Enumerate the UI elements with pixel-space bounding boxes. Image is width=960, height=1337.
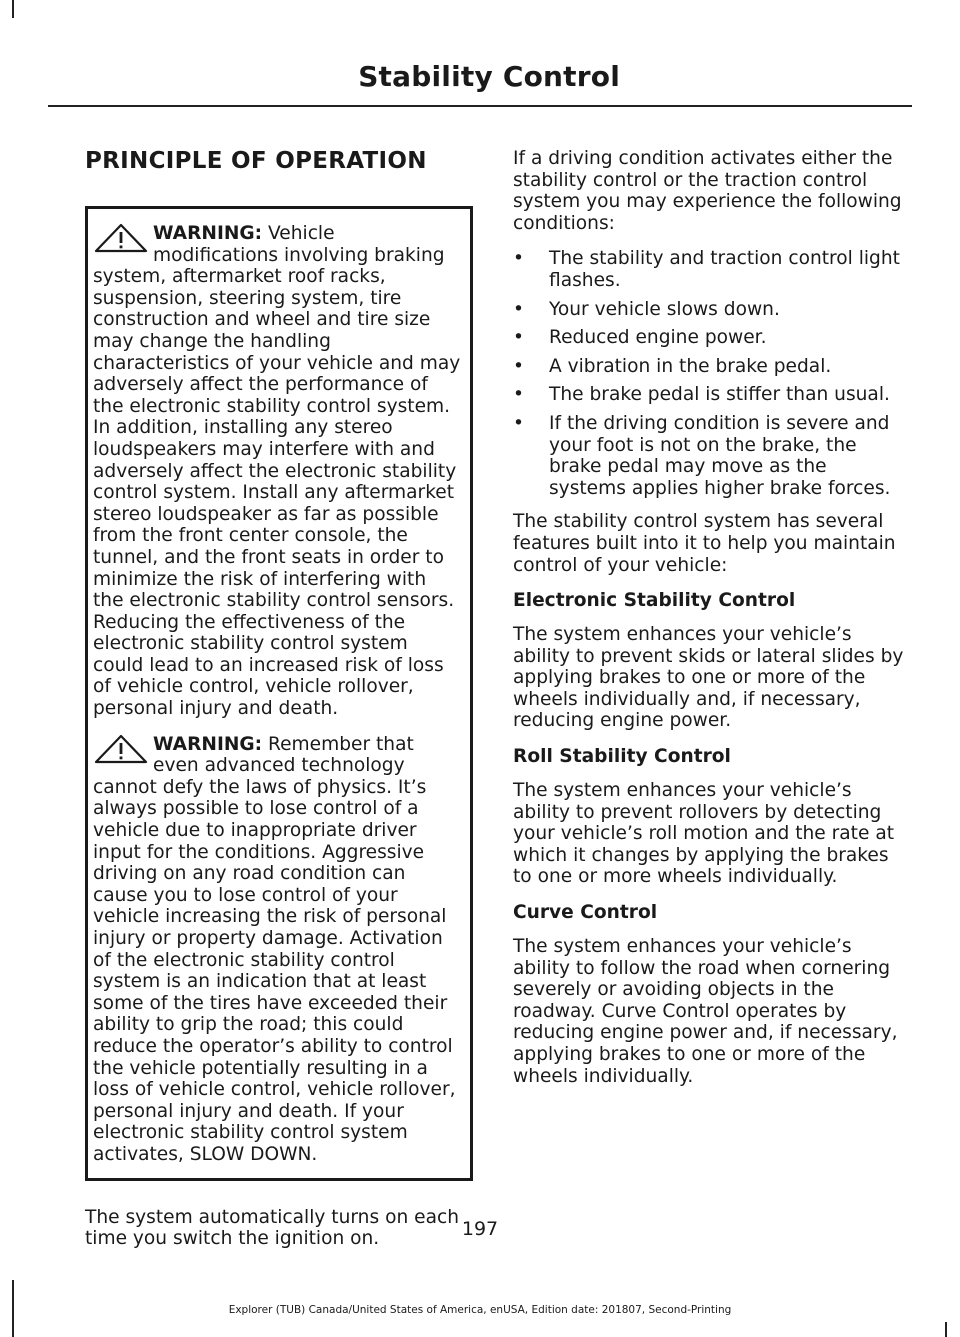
crop-mark-bottom-right xyxy=(945,1322,947,1337)
warning-label: WARNING: xyxy=(153,733,263,755)
page-footer: Explorer (TUB) Canada/United States of America, enUSA, Edition date: 201807, Second-Printing xyxy=(228,1304,732,1316)
list-item-text: Reduced engine power. xyxy=(549,327,767,349)
warning-box xyxy=(85,206,473,1181)
bullet-marker: • xyxy=(513,412,524,434)
page-number: 197 xyxy=(461,1218,499,1240)
bullet-marker: • xyxy=(513,355,524,377)
list-item xyxy=(513,413,908,499)
section-heading: PRINCIPLE OF OPERATION xyxy=(85,148,427,174)
warning-block xyxy=(93,223,462,720)
list-item xyxy=(513,327,908,349)
warning-text: Vehicle modifications involving braking system, aftermarket roof racks, suspension, steering system, tire construction and wheel and tire size may change the handling characteristics of your vehicle and may adversely affect the performance of the electronic stability control system. In addition, installing any stereo loudspeakers may interfere with and adversely affect the electronic stability control system. Install any aftermarket stereo loudspeaker as far as possible from the front center console, the tunnel, and the front seats in order to minimize the risk of interfering with the electronic stability control sensors. Reducing the effectiveness of the electronic stability control system could lead to an increased risk of loss of vehicle control, vehicle rollover, personal injury and death. xyxy=(93,223,461,720)
feature-heading-curve-control: Curve Control xyxy=(513,902,658,924)
warning-label: WARNING: xyxy=(153,223,263,244)
crop-mark-top-left xyxy=(12,0,14,18)
list-item xyxy=(513,248,908,291)
bullet-marker: • xyxy=(513,384,524,406)
header-divider xyxy=(48,105,912,107)
list-item xyxy=(513,299,908,321)
right-column xyxy=(513,148,908,1101)
bullet-marker: • xyxy=(513,248,524,270)
left-column xyxy=(85,148,473,1264)
list-item-text: If the driving condition is severe and your foot is not on the brake, the brake pedal may move as the systems applies higher brake forces. xyxy=(549,412,891,499)
body-paragraph: The system automatically turns on each time you switch the ignition on. xyxy=(85,1206,459,1250)
list-item-text: Your vehicle slows down. xyxy=(549,298,780,320)
warning-block xyxy=(93,734,462,1166)
feature-description: The system enhances your vehicle’s ability to prevent rollovers by detecting your vehicle’s roll motion and the rate at which it changes by applying the brakes to one or more wheels individually. xyxy=(513,780,894,888)
warning-triangle-icon xyxy=(93,223,149,253)
intro-paragraph: If a driving condition activates either the stability control or the traction control system you may experience the following conditions: xyxy=(513,148,902,234)
list-item xyxy=(513,356,908,378)
feature-description: The system enhances your vehicle’s ability to prevent skids or lateral slides by applying brakes to one or more of the wheels individually and, if necessary, reducing engine power. xyxy=(513,624,904,732)
warning-text: Remember that even advanced technology cannot defy the laws of physics. It’s always possible to lose control of a vehicle due to inappropriate driver input for the conditions. Aggressive driving on any road condition can cause you to lose control of your vehicle increasing the risk of personal injury or property damage. Activation of the electronic stability control system is an indication that at least some of the tires have exceeded their ability to grip the road; this could reduce the operator’s ability to control the vehicle potentially resulting in a loss of vehicle control, vehicle rollover, personal injury and death. If your electronic stability control system activates, SLOW DOWN. xyxy=(93,733,456,1165)
list-item-text: A vibration in the brake pedal. xyxy=(549,355,832,377)
feature-description: The system enhances your vehicle’s ability to follow the road when cornering severely or avoiding objects in the roadway. Curve Control operates by reducing engine power and, if necessary, applying brakes to one or more of the wheels individually. xyxy=(513,936,898,1087)
list-item-text: The brake pedal is stiffer than usual. xyxy=(549,384,890,406)
bullet-marker: • xyxy=(513,327,524,349)
list-item xyxy=(513,384,908,406)
feature-heading-roll-stability-control: Roll Stability Control xyxy=(513,746,731,768)
bullet-marker: • xyxy=(513,298,524,320)
list-item-text: The stability and traction control light flashes. xyxy=(549,248,900,291)
warning-triangle-icon xyxy=(93,734,149,764)
conditions-list xyxy=(513,248,908,499)
features-intro-paragraph: The stability control system has several features built into it to help you maintain control of your vehicle: xyxy=(513,511,896,576)
page-header-title: Stability Control xyxy=(358,60,620,93)
feature-heading-electronic-stability-control: Electronic Stability Control xyxy=(513,590,796,612)
